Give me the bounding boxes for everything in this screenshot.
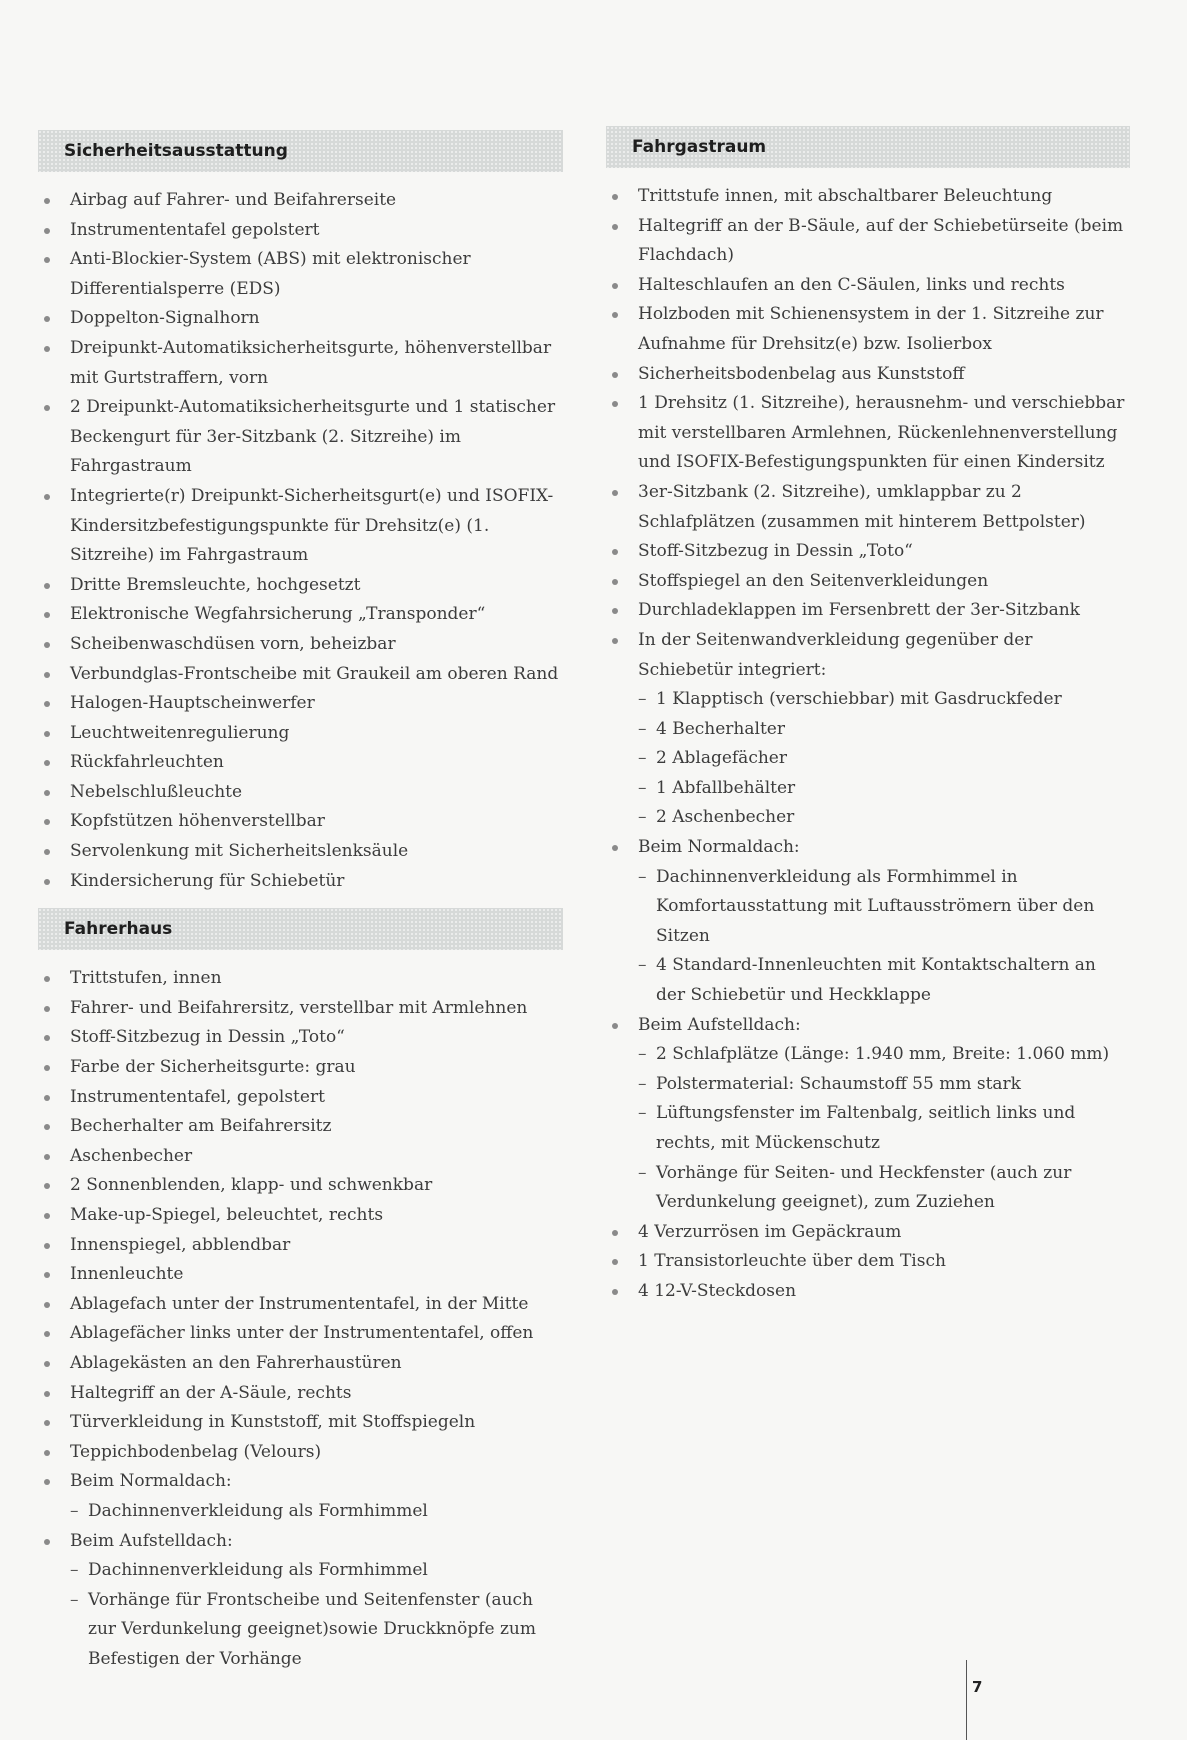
sublist-item: – 2 Ablagefächer bbox=[638, 744, 1130, 774]
sublist-item: – 2 Aschenbecher bbox=[638, 803, 1130, 833]
sublist bbox=[638, 685, 1130, 833]
list-item: Trittstufen, innen bbox=[38, 964, 563, 994]
sublist-item: – Vorhänge für Frontscheibe und Seitenfenster (auch zur Verdunkelung geeignet)sowie Druckknöpfe zum Befestigen der Vorhänge bbox=[70, 1586, 563, 1675]
sublist bbox=[70, 1497, 563, 1527]
list-item: 1 Transistorleuchte über dem Tisch bbox=[606, 1247, 1130, 1277]
list-item: Ablagefach unter der Instrumententafel, in der Mitte bbox=[38, 1290, 563, 1320]
list-item: Halogen-Hauptscheinwerfer bbox=[38, 689, 563, 719]
list-sicherheitsausstattung bbox=[38, 186, 563, 896]
list-item: Stoff-Sitzbezug in Dessin „Toto“ bbox=[38, 1023, 563, 1053]
list-item: Instrumententafel, gepolstert bbox=[38, 1083, 563, 1113]
sublist-item: – 1 Klapptisch (verschiebbar) mit Gasdruckfeder bbox=[638, 685, 1130, 715]
list-item-label: Beim Normaldach: bbox=[638, 837, 800, 858]
list-item: Airbag auf Fahrer- und Beifahrerseite bbox=[38, 186, 563, 216]
list-item: 2 Dreipunkt-Automatiksicherheitsgurte und 1 statischer Beckengurt für 3er-Sitzbank (2. Sitzreihe) im Fahrgastraum bbox=[38, 393, 563, 482]
page-number: 7 bbox=[972, 1678, 983, 1696]
list-item: Stoffspiegel an den Seitenverkleidungen bbox=[606, 567, 1130, 597]
sublist-item: – 2 Schlafplätze (Länge: 1.940 mm, Breite: 1.060 mm) bbox=[638, 1040, 1130, 1070]
section-heading-sicherheitsausstattung: Sicherheitsausstattung bbox=[38, 130, 563, 172]
list-item: Halteschlaufen an den C-Säulen, links und rechts bbox=[606, 271, 1130, 301]
list-item bbox=[606, 833, 1130, 1011]
right-column bbox=[606, 126, 1130, 1307]
list-item: Anti-Blockier-System (ABS) mit elektronischer Differentialsperre (EDS) bbox=[38, 245, 563, 304]
sublist-item: – Dachinnenverkleidung als Formhimmel bbox=[70, 1556, 563, 1586]
list-item: Aschenbecher bbox=[38, 1142, 563, 1172]
list-item: Trittstufe innen, mit abschaltbarer Beleuchtung bbox=[606, 182, 1130, 212]
list-item: Dreipunkt-Automatiksicherheitsgurte, höhenverstellbar mit Gurtstraffern, vorn bbox=[38, 334, 563, 393]
list-item: 2 Sonnenblenden, klapp- und schwenkbar bbox=[38, 1171, 563, 1201]
list-item: Verbundglas-Frontscheibe mit Graukeil am oberen Rand bbox=[38, 660, 563, 690]
page-number-rule bbox=[966, 1660, 967, 1740]
list-item: Elektronische Wegfahrsicherung „Transponder“ bbox=[38, 600, 563, 630]
list-item-label: Beim Aufstelldach: bbox=[70, 1530, 233, 1551]
list-item: Kindersicherung für Schiebetür bbox=[38, 867, 563, 897]
list-fahrerhaus bbox=[38, 964, 563, 1674]
list-item: Dritte Bremsleuchte, hochgesetzt bbox=[38, 571, 563, 601]
sublist-item: – Dachinnenverkleidung als Formhimmel bbox=[70, 1497, 563, 1527]
list-item: Farbe der Sicherheitsgurte: grau bbox=[38, 1053, 563, 1083]
list-item: Innenleuchte bbox=[38, 1260, 563, 1290]
list-item: Fahrer- und Beifahrersitz, verstellbar mit Armlehnen bbox=[38, 994, 563, 1024]
list-item: 1 Drehsitz (1. Sitzreihe), herausnehm- und verschiebbar mit verstellbaren Armlehnen, Rückenlehnenverstellung und ISOFIX-Befestigungspunkten für einen Kindersitz bbox=[606, 389, 1130, 478]
section-heading-fahrgastraum: Fahrgastraum bbox=[606, 126, 1130, 168]
sublist-item: – 4 Standard-Innenleuchten mit Kontaktschaltern an der Schiebetür und Heckklappe bbox=[638, 951, 1130, 1010]
list-item: 4 12-V-Steckdosen bbox=[606, 1277, 1130, 1307]
list-item: Integrierte(r) Dreipunkt-Sicherheitsgurt(e) und ISOFIX-Kindersitzbefestigungspunkte für Drehsitz(e) (1. Sitzreihe) im Fahrgastraum bbox=[38, 482, 563, 571]
list-item bbox=[38, 1527, 563, 1675]
sublist bbox=[638, 1040, 1130, 1218]
list-fahrgastraum bbox=[606, 182, 1130, 1307]
list-item: Türverkleidung in Kunststoff, mit Stoffspiegeln bbox=[38, 1408, 563, 1438]
sublist-item: – 1 Abfallbehälter bbox=[638, 774, 1130, 804]
list-item bbox=[606, 1011, 1130, 1218]
list-item-label: In der Seitenwandverkleidung gegenüber der Schiebetür integriert: bbox=[638, 629, 1033, 680]
list-item: Haltegriff an der A-Säule, rechts bbox=[38, 1379, 563, 1409]
section-heading-fahrerhaus: Fahrerhaus bbox=[38, 908, 563, 950]
list-item-label: Beim Aufstelldach: bbox=[638, 1014, 801, 1035]
list-item: Kopfstützen höhenverstellbar bbox=[38, 807, 563, 837]
sublist-item: – Dachinnenverkleidung als Formhimmel in Komfortausstattung mit Luftausströmern über den Sitzen bbox=[638, 863, 1130, 952]
list-item: Haltegriff an der B-Säule, auf der Schiebetürseite (beim Flachdach) bbox=[606, 212, 1130, 271]
list-item bbox=[606, 626, 1130, 833]
list-item: Becherhalter am Beifahrersitz bbox=[38, 1112, 563, 1142]
list-item: Holzboden mit Schienensystem in der 1. Sitzreihe zur Aufnahme für Drehsitz(e) bzw. Isolierbox bbox=[606, 300, 1130, 359]
list-item: 4 Verzurrösen im Gepäckraum bbox=[606, 1218, 1130, 1248]
list-item: Nebelschlußleuchte bbox=[38, 778, 563, 808]
list-item bbox=[38, 1467, 563, 1526]
list-item: Instrumententafel gepolstert bbox=[38, 216, 563, 246]
list-item: Teppichbodenbelag (Velours) bbox=[38, 1438, 563, 1468]
sublist bbox=[638, 863, 1130, 1011]
list-item: Ablagekästen an den Fahrerhaustüren bbox=[38, 1349, 563, 1379]
sublist-item: – 4 Becherhalter bbox=[638, 715, 1130, 745]
list-item: Rückfahrleuchten bbox=[38, 748, 563, 778]
list-item: Doppelton-Signalhorn bbox=[38, 304, 563, 334]
sublist-item: – Vorhänge für Seiten- und Heckfenster (auch zur Verdunkelung geeignet), zum Zuziehen bbox=[638, 1159, 1130, 1218]
list-item: Innenspiegel, abblendbar bbox=[38, 1231, 563, 1261]
sublist-item: – Lüftungsfenster im Faltenbalg, seitlich links und rechts, mit Mückenschutz bbox=[638, 1099, 1130, 1158]
list-item: Servolenkung mit Sicherheitslenksäule bbox=[38, 837, 563, 867]
list-item: Ablagefächer links unter der Instrumententafel, offen bbox=[38, 1319, 563, 1349]
sublist-item: – Polstermaterial: Schaumstoff 55 mm stark bbox=[638, 1070, 1130, 1100]
list-item: Sicherheitsbodenbelag aus Kunststoff bbox=[606, 360, 1130, 390]
list-item: Stoff-Sitzbezug in Dessin „Toto“ bbox=[606, 537, 1130, 567]
list-item: Durchladeklappen im Fersenbrett der 3er-Sitzbank bbox=[606, 596, 1130, 626]
left-column bbox=[38, 130, 563, 1675]
list-item: 3er-Sitzbank (2. Sitzreihe), umklappbar zu 2 Schlafplätzen (zusammen mit hinterem Bettpolster) bbox=[606, 478, 1130, 537]
list-item: Make-up-Spiegel, beleuchtet, rechts bbox=[38, 1201, 563, 1231]
list-item-label: Beim Normaldach: bbox=[70, 1471, 232, 1492]
list-item: Leuchtweitenregulierung bbox=[38, 719, 563, 749]
sublist bbox=[70, 1556, 563, 1674]
list-item: Scheibenwaschdüsen vorn, beheizbar bbox=[38, 630, 563, 660]
